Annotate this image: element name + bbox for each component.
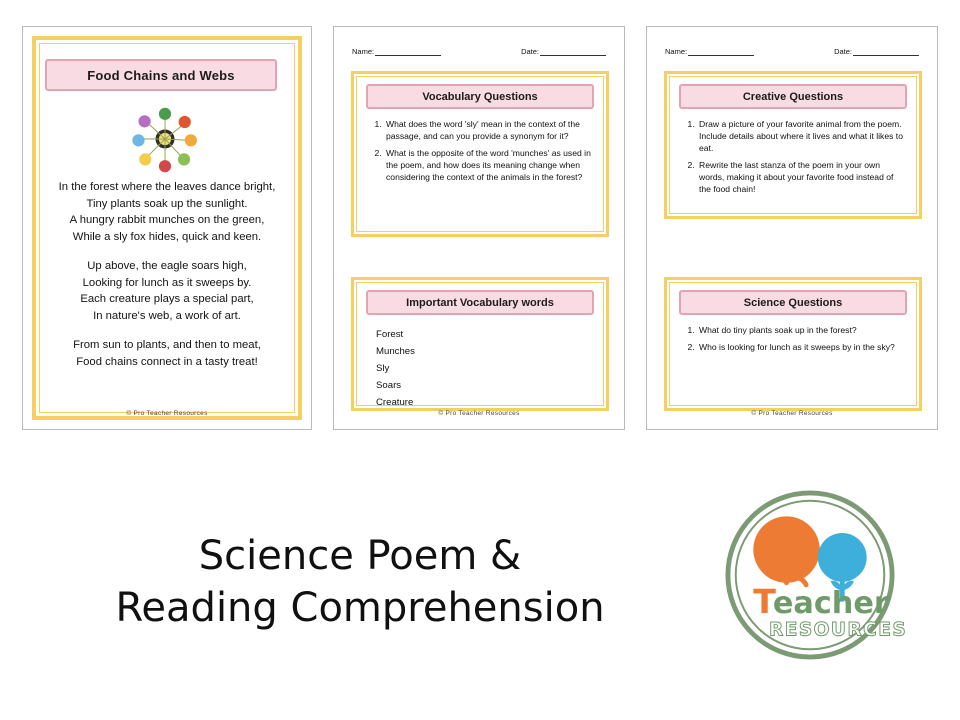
date-label: Date: <box>521 47 539 56</box>
name-label: Name: <box>665 47 688 56</box>
name-input-rule[interactable] <box>688 47 754 56</box>
list-item: 2. Rewrite the last stanza of the poem in your own words, making it about your favorite food instead of the food chain! <box>697 159 905 195</box>
section-title: Science Questions <box>743 296 843 309</box>
product-title-line-1: Science Poem & <box>198 533 522 579</box>
name-date-row <box>352 47 606 56</box>
date-field[interactable] <box>834 47 919 56</box>
name-field[interactable] <box>352 47 441 56</box>
page-title: Food Chains and Webs <box>87 67 235 83</box>
name-field[interactable] <box>665 47 754 56</box>
footer-credit: © Pro Teacher Resources <box>751 410 833 417</box>
poem-page <box>22 26 312 430</box>
section-title: Creative Questions <box>742 90 844 103</box>
date-field[interactable] <box>521 47 606 56</box>
vocabulary-word-list <box>376 326 592 411</box>
list-item: 2. What is the opposite of the word 'munches' as used in the poem, and how does its meaning change when considering the context of the animals in the forest? <box>384 147 592 183</box>
product-title-line-2: Reading Comprehension <box>115 585 605 631</box>
section-important-vocabulary-words <box>351 277 609 411</box>
section-science-questions <box>664 277 922 411</box>
question-list <box>384 118 592 188</box>
date-label: Date: <box>834 47 852 56</box>
questions-page <box>646 26 938 430</box>
list-item: Munches <box>376 346 415 357</box>
section-vocabulary-questions <box>351 71 609 237</box>
poem-stanza-1: In the forest where the leaves dance bright, Tiny plants soak up the sunlight. A hungry rabbit munches on the green, While a sly fox hides, quick and keen. <box>58 181 276 243</box>
poem-title-box <box>45 59 277 91</box>
name-date-row <box>665 47 919 56</box>
svg-text:eacher: eacher <box>772 586 889 622</box>
name-label: Name: <box>352 47 375 56</box>
list-item: Forest <box>376 329 404 340</box>
footer-credit: © Pro Teacher Resources <box>126 410 208 417</box>
section-title: Important Vocabulary words <box>406 296 554 309</box>
svg-text:T: T <box>753 582 776 622</box>
food-web-icon <box>131 105 199 173</box>
list-item: 2. Who is looking for lunch as it sweeps by in the sky? <box>697 341 905 353</box>
svg-text:RESOURCES: RESOURCES <box>768 619 908 641</box>
poem-body <box>41 179 293 370</box>
section-title: Vocabulary Questions <box>422 90 538 103</box>
product-title <box>60 530 660 634</box>
section-title-box <box>679 290 907 315</box>
date-input-rule[interactable] <box>540 47 606 56</box>
question-list <box>697 324 905 358</box>
poem-stanza-2: Up above, the eagle soars high, Looking for lunch as it sweeps by. Each creature plays a special part, In nature's web, a work of art. <box>80 260 254 322</box>
list-item: 1. What does the word 'sly' mean in the context of the passage, and can you provide a synonym for it? <box>384 118 592 142</box>
name-input-rule[interactable] <box>375 47 441 56</box>
list-item: Sly <box>376 363 390 374</box>
question-list <box>697 118 905 200</box>
list-item: 1. What do tiny plants soak up in the forest? <box>697 324 905 336</box>
list-item: 1. Draw a picture of your favorite animal from the poem. Include details about where it lives and what it likes to eat. <box>697 118 905 154</box>
brand-logo <box>712 489 908 661</box>
date-input-rule[interactable] <box>853 47 919 56</box>
poem-stanza-3: From sun to plants, and then to meat, Food chains connect in a tasty treat! <box>73 339 261 368</box>
section-title-box <box>366 290 594 315</box>
vocabulary-page <box>333 26 625 430</box>
footer-credit: © Pro Teacher Resources <box>438 410 520 417</box>
list-item: Soars <box>376 380 402 391</box>
section-title-box <box>679 84 907 109</box>
list-item: Creature <box>376 397 414 408</box>
section-creative-questions <box>664 71 922 219</box>
section-title-box <box>366 84 594 109</box>
